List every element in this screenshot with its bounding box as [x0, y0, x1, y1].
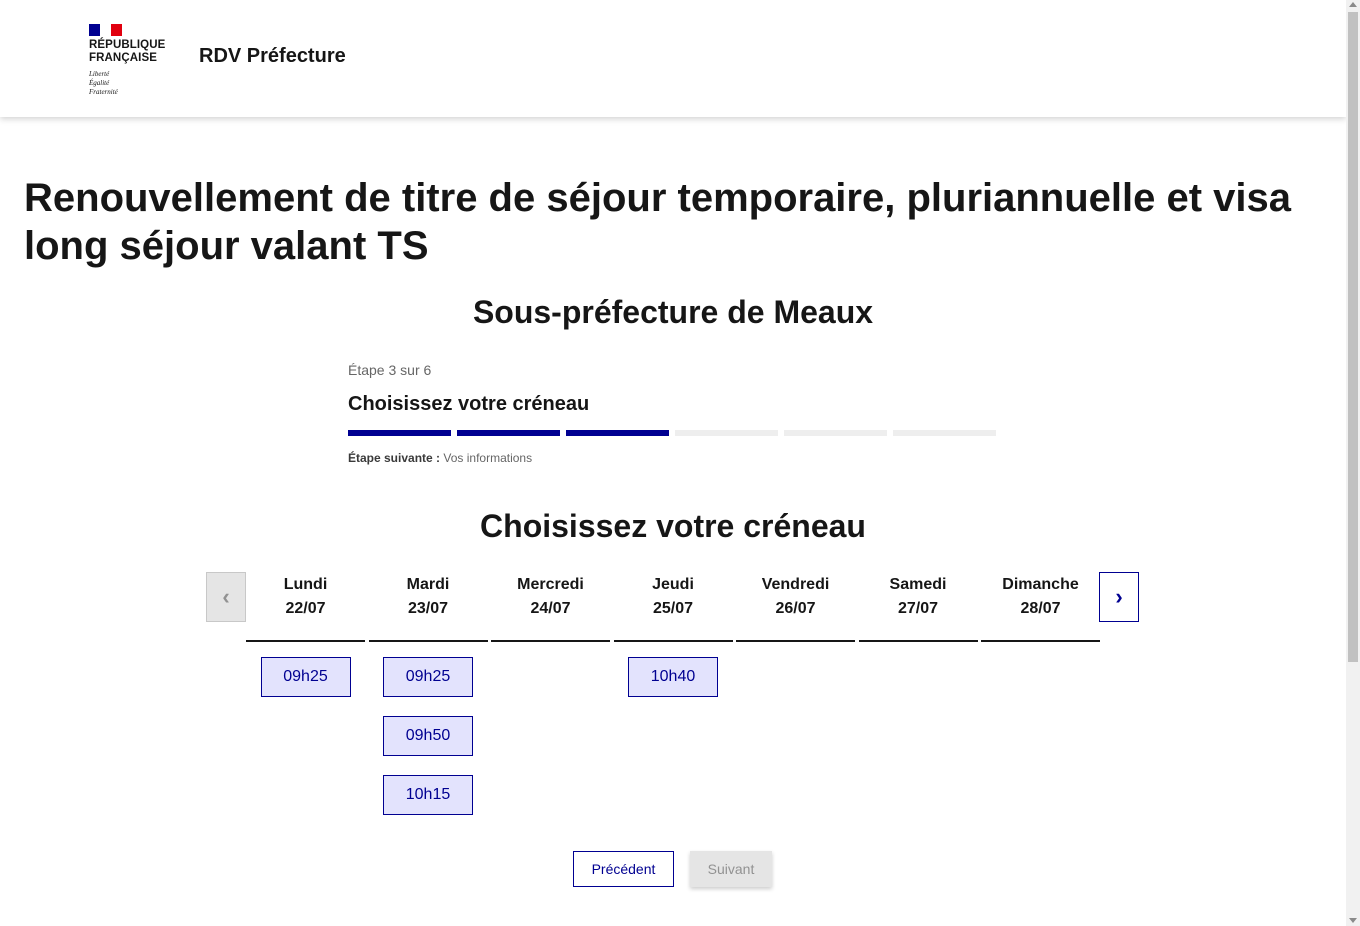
scrollbar-thumb[interactable] — [1348, 12, 1358, 662]
day-column — [614, 572, 733, 834]
stepper — [348, 362, 998, 465]
previous-button[interactable]: Précédent — [573, 851, 674, 887]
time-slot-button[interactable]: 10h40 — [628, 657, 718, 697]
slot-list — [369, 642, 488, 834]
day-header — [246, 572, 365, 642]
chevron-left-icon: ‹ — [222, 584, 230, 609]
day-name: Lundi — [283, 576, 328, 593]
brand-name — [89, 39, 169, 65]
day-column — [246, 572, 365, 834]
calendar-title: Choisissez votre créneau — [480, 508, 866, 544]
day-column — [491, 572, 610, 834]
scroll-down-arrow-icon[interactable] — [1349, 918, 1357, 923]
site-header — [0, 0, 1346, 117]
slot-list — [614, 642, 733, 716]
slot-list — [246, 642, 365, 716]
french-flag-icon — [89, 24, 122, 36]
next-week-button[interactable] — [1099, 572, 1139, 622]
slot-list — [736, 642, 855, 657]
step-progress-bar — [348, 430, 998, 436]
day-header — [736, 572, 855, 642]
step-bar-segment — [784, 430, 887, 436]
page-title: Renouvellement de titre de séjour temporaire, pluriannuelle et visa long séjour valant TS — [24, 176, 1292, 268]
scroll-up-arrow-icon[interactable] — [1349, 2, 1357, 7]
time-slot-button[interactable]: 09h50 — [383, 716, 473, 756]
day-date: 23/07 — [407, 600, 449, 617]
day-header — [369, 572, 488, 642]
brand-motto — [89, 70, 169, 97]
brand-line-2: FRANÇAISE — [89, 52, 157, 64]
office-title: Sous-préfecture de Meaux — [472, 294, 874, 330]
next-step-value: Vos informations — [443, 451, 533, 465]
day-name: Vendredi — [761, 576, 830, 593]
day-date: 22/07 — [285, 600, 326, 617]
slot-list — [981, 642, 1100, 657]
step-bar-segment — [348, 430, 451, 436]
step-bar-segment — [893, 430, 996, 436]
day-column — [736, 572, 855, 834]
page-scrollbar[interactable] — [1346, 0, 1360, 926]
service-title[interactable]: RDV Préfecture — [199, 45, 346, 67]
motto-fraternite: Fraternité — [89, 88, 118, 96]
day-column — [859, 572, 978, 834]
step-bar-segment — [566, 430, 669, 436]
day-header — [491, 572, 610, 642]
day-header — [614, 572, 733, 642]
day-column — [369, 572, 488, 834]
step-count: Étape 3 sur 6 — [348, 362, 432, 378]
time-slot-button[interactable]: 09h25 — [383, 657, 473, 697]
motto-liberte: Liberté — [89, 70, 110, 78]
day-date: 24/07 — [530, 600, 571, 617]
day-column — [981, 572, 1100, 834]
chevron-right-icon: › — [1115, 584, 1123, 609]
republique-francaise-logo[interactable] — [89, 24, 169, 97]
day-name: Dimanche — [1002, 576, 1079, 593]
day-header — [859, 572, 978, 642]
motto-egalite: Égalité — [89, 79, 110, 87]
calendar-days — [246, 572, 1104, 834]
next-step-info — [348, 451, 998, 465]
brand-line-1: RÉPUBLIQUE — [89, 39, 166, 51]
step-title: Choisissez votre créneau — [348, 393, 590, 415]
day-date: 25/07 — [652, 600, 694, 617]
step-bar-segment — [457, 430, 560, 436]
day-date: 28/07 — [1020, 600, 1061, 617]
time-slot-button[interactable]: 09h25 — [261, 657, 351, 697]
previous-week-button[interactable] — [206, 572, 246, 622]
day-date: 26/07 — [775, 600, 816, 617]
day-name: Jeudi — [652, 576, 694, 593]
time-slot-button[interactable]: 10h15 — [383, 775, 473, 815]
step-bar-segment — [675, 430, 778, 436]
day-name: Mardi — [406, 576, 450, 593]
day-name: Mercredi — [517, 576, 584, 593]
slot-list — [491, 642, 610, 657]
slot-list — [859, 642, 978, 657]
next-button[interactable]: Suivant — [690, 851, 772, 887]
next-step-label: Étape suivante : — [348, 451, 441, 465]
day-header — [981, 572, 1100, 642]
day-name: Samedi — [889, 576, 947, 593]
day-date: 27/07 — [897, 600, 939, 617]
